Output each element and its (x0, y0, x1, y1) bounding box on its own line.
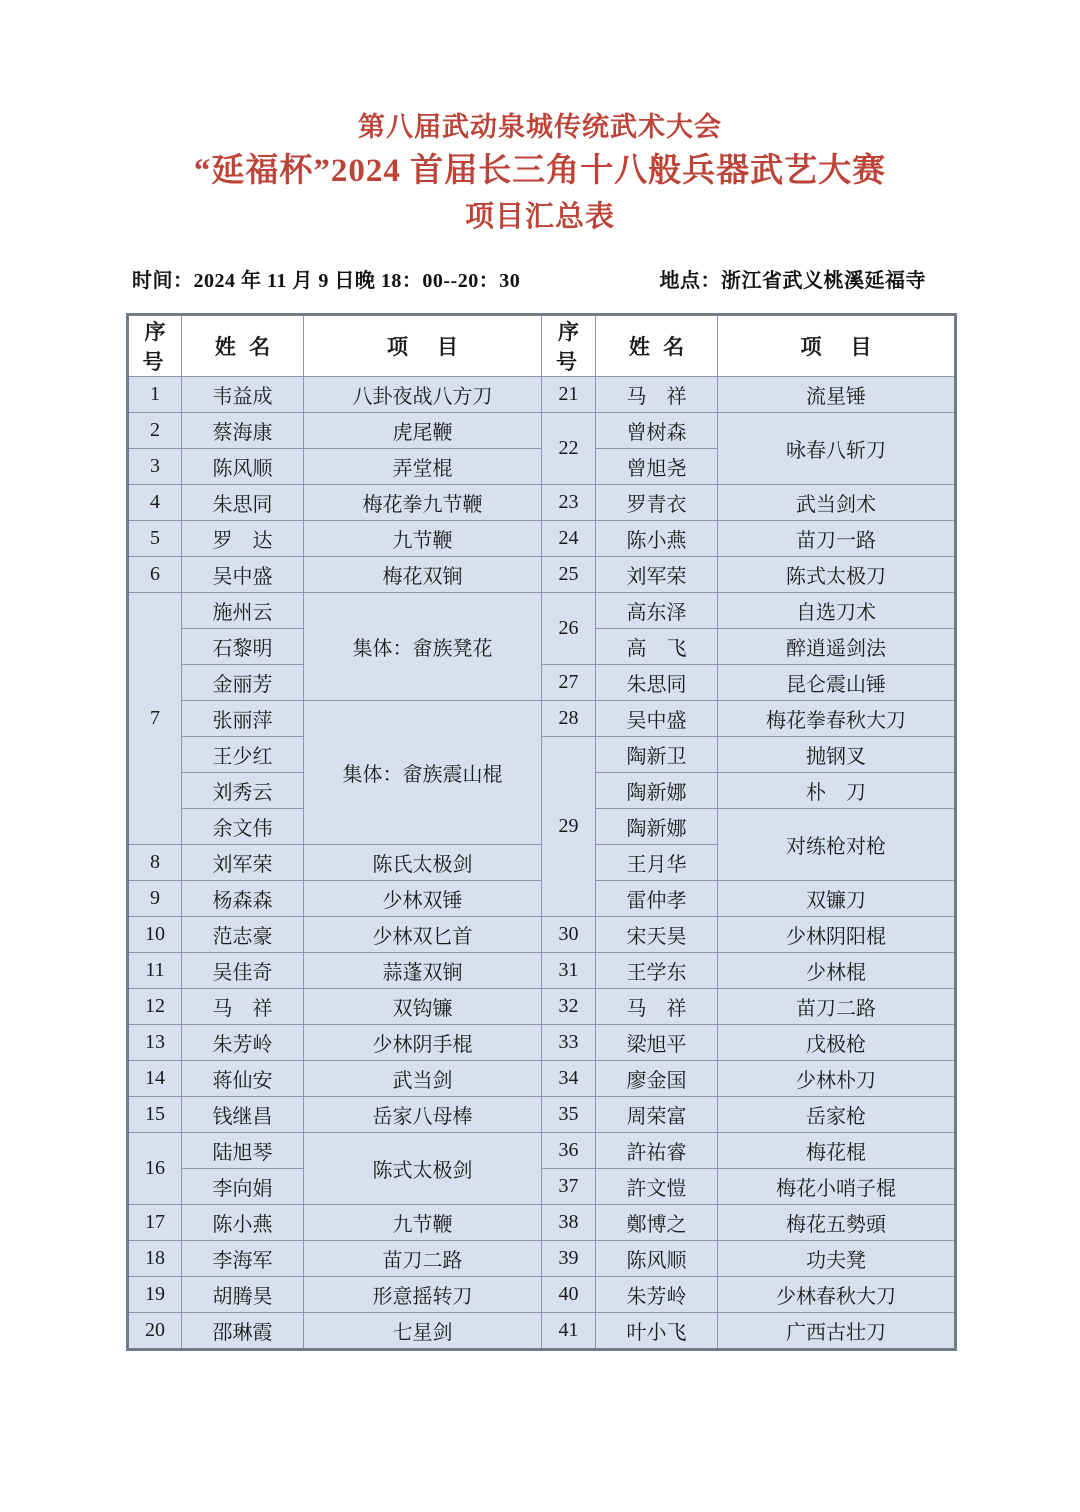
cell-name-right: 陶新卫 (596, 736, 718, 772)
cell-name-left: 韦益成 (182, 376, 304, 412)
cell-item-left: 少林双匕首 (304, 916, 542, 952)
table-row (128, 376, 956, 412)
cell-item-left: 集体：畲族凳花 (304, 592, 542, 700)
cell-no-left: 13 (128, 1024, 182, 1060)
cell-no-left: 10 (128, 916, 182, 952)
cell-item-left: 少林阴手棍 (304, 1024, 542, 1060)
cell-item-right: 对练枪对枪 (718, 808, 956, 880)
table-row (128, 1276, 956, 1312)
table-row (128, 916, 956, 952)
title-line-1: 第八届武动泉城传统武术大会 (358, 112, 722, 142)
title-line-3: 项目汇总表 (464, 200, 615, 233)
cell-name-left: 刘军荣 (182, 844, 304, 880)
meta-place-label: 地点： (659, 269, 721, 292)
cell-item-left: 双钩镰 (304, 988, 542, 1024)
cell-item-left: 梅花拳九节鞭 (304, 484, 542, 520)
cell-name-right: 高东泽 (596, 592, 718, 628)
cell-name-left: 吴中盛 (182, 556, 304, 592)
meta-spacer (520, 264, 659, 293)
cell-no-left: 12 (128, 988, 182, 1024)
table-row (128, 1204, 956, 1240)
cell-item-left: 武当剑 (304, 1060, 542, 1096)
cell-no-left: 20 (128, 1312, 182, 1349)
cell-name-right: 周荣富 (596, 1096, 718, 1132)
cell-name-left: 李向娟 (182, 1168, 304, 1204)
cell-item-left: 九节鞭 (304, 1204, 542, 1240)
table-row (128, 484, 956, 520)
header-no-left: 序号 (128, 314, 182, 376)
cell-no-left: 3 (128, 448, 182, 484)
cell-name-left: 刘秀云 (182, 772, 304, 808)
cell-item-left: 少林双锤 (304, 880, 542, 916)
cell-no-left: 9 (128, 880, 182, 916)
cell-no-right: 30 (542, 916, 596, 952)
cell-name-left: 钱继昌 (182, 1096, 304, 1132)
cell-name-right: 陈风顺 (596, 1240, 718, 1276)
cell-name-left: 邵琳霞 (182, 1312, 304, 1349)
cell-name-right: 吴中盛 (596, 700, 718, 736)
cell-name-left: 罗 达 (182, 520, 304, 556)
cell-no-right: 29 (542, 736, 596, 916)
header-item-left: 项 目 (304, 314, 542, 376)
cell-no-right: 24 (542, 520, 596, 556)
cell-no-left: 7 (128, 592, 182, 844)
cell-no-left: 14 (128, 1060, 182, 1096)
cell-no-right: 27 (542, 664, 596, 700)
cell-item-left: 九节鞭 (304, 520, 542, 556)
header-name-right: 姓 名 (596, 314, 718, 376)
table-row (128, 1168, 956, 1204)
cell-item-right: 功夫凳 (718, 1240, 956, 1276)
cell-item-left: 七星剑 (304, 1312, 542, 1349)
cell-name-right: 曾旭尧 (596, 448, 718, 484)
cell-name-left: 胡腾昊 (182, 1276, 304, 1312)
meta-place-value: 浙江省武义桃溪延福寺 (721, 269, 926, 292)
cell-no-right: 41 (542, 1312, 596, 1349)
table-body (128, 376, 956, 1349)
cell-item-right: 抛钢叉 (718, 736, 956, 772)
cell-no-right: 25 (542, 556, 596, 592)
cell-item-right: 醉逍遥剑法 (718, 628, 956, 664)
cell-name-left: 吴佳奇 (182, 952, 304, 988)
cell-name-right: 马 祥 (596, 376, 718, 412)
cell-no-right: 34 (542, 1060, 596, 1096)
cell-no-right: 37 (542, 1168, 596, 1204)
cell-name-right: 曾树森 (596, 412, 718, 448)
cell-no-right: 35 (542, 1096, 596, 1132)
cell-item-right: 自选刀术 (718, 592, 956, 628)
cell-name-right: 雷仲孝 (596, 880, 718, 916)
table-row (128, 1240, 956, 1276)
title-line-2: “延福杯”2024 首届长三角十八般兵器武艺大赛 (193, 153, 887, 190)
title-block (0, 0, 1080, 238)
cell-name-right: 王学东 (596, 952, 718, 988)
cell-name-right: 陶新娜 (596, 772, 718, 808)
cell-item-right: 苗刀一路 (718, 520, 956, 556)
table-row (128, 556, 956, 592)
cell-name-right: 陈小燕 (596, 520, 718, 556)
cell-name-right: 马 祥 (596, 988, 718, 1024)
cell-name-left: 金丽芳 (182, 664, 304, 700)
cell-no-left: 11 (128, 952, 182, 988)
cell-item-left: 弄堂棍 (304, 448, 542, 484)
cell-item-left: 岳家八母棒 (304, 1096, 542, 1132)
cell-no-left: 17 (128, 1204, 182, 1240)
cell-item-right: 少林棍 (718, 952, 956, 988)
cell-item-left: 形意摇转刀 (304, 1276, 542, 1312)
cell-no-left: 18 (128, 1240, 182, 1276)
meta-row (0, 264, 1080, 293)
cell-item-right: 少林春秋大刀 (718, 1276, 956, 1312)
cell-item-right: 少林阴阳棍 (718, 916, 956, 952)
table-row (128, 520, 956, 556)
cell-name-left: 蔡海康 (182, 412, 304, 448)
cell-item-right: 陈式太极刀 (718, 556, 956, 592)
cell-item-right: 武当剑术 (718, 484, 956, 520)
cell-name-right: 許祐睿 (596, 1132, 718, 1168)
cell-item-right: 梅花棍 (718, 1132, 956, 1168)
cell-name-left: 石黎明 (182, 628, 304, 664)
cell-name-left: 马 祥 (182, 988, 304, 1024)
cell-item-left: 苗刀二路 (304, 1240, 542, 1276)
header-no-right: 序号 (542, 314, 596, 376)
cell-no-left: 15 (128, 1096, 182, 1132)
cell-item-right: 双镰刀 (718, 880, 956, 916)
cell-name-left: 朱芳岭 (182, 1024, 304, 1060)
cell-name-right: 朱芳岭 (596, 1276, 718, 1312)
cell-item-right: 苗刀二路 (718, 988, 956, 1024)
table-row (128, 952, 956, 988)
table-row (128, 1060, 956, 1096)
cell-name-left: 范志豪 (182, 916, 304, 952)
table-row (128, 700, 956, 736)
cell-name-left: 李海军 (182, 1240, 304, 1276)
table-header-row (128, 314, 956, 376)
header-name-left: 姓 名 (182, 314, 304, 376)
cell-item-right: 岳家枪 (718, 1096, 956, 1132)
cell-item-right: 广西古壮刀 (718, 1312, 956, 1349)
cell-name-left: 陆旭琴 (182, 1132, 304, 1168)
meta-time-value: 2024 年 11 月 9 日晚 18：00--20：30 (193, 269, 521, 292)
cell-no-right: 26 (542, 592, 596, 664)
cell-name-right: 鄭博之 (596, 1204, 718, 1240)
cell-name-right: 許文愷 (596, 1168, 718, 1204)
cell-name-left: 杨森森 (182, 880, 304, 916)
cell-item-left: 集体：畲族震山棍 (304, 700, 542, 844)
cell-item-right: 梅花五勢頭 (718, 1204, 956, 1240)
cell-item-right: 戊极枪 (718, 1024, 956, 1060)
cell-no-right: 40 (542, 1276, 596, 1312)
summary-table (126, 313, 957, 1351)
table-row (128, 1132, 956, 1168)
cell-item-left: 蒜蓬双锏 (304, 952, 542, 988)
cell-no-right: 28 (542, 700, 596, 736)
cell-name-right: 宋天昊 (596, 916, 718, 952)
cell-no-right: 22 (542, 412, 596, 484)
cell-no-right: 31 (542, 952, 596, 988)
cell-name-left: 余文伟 (182, 808, 304, 844)
cell-name-right: 朱思同 (596, 664, 718, 700)
cell-name-right: 刘军荣 (596, 556, 718, 592)
table-row (128, 988, 956, 1024)
table-row (128, 736, 956, 772)
cell-name-left: 陈小燕 (182, 1204, 304, 1240)
cell-name-right: 罗青衣 (596, 484, 718, 520)
cell-no-left: 5 (128, 520, 182, 556)
cell-name-right: 陶新娜 (596, 808, 718, 844)
cell-name-right: 叶小飞 (596, 1312, 718, 1349)
cell-item-right: 梅花拳春秋大刀 (718, 700, 956, 736)
cell-name-left: 施州云 (182, 592, 304, 628)
cell-item-left: 陈氏太极剑 (304, 844, 542, 880)
cell-no-left: 1 (128, 376, 182, 412)
cell-item-left: 梅花双锏 (304, 556, 542, 592)
cell-name-left: 陈风顺 (182, 448, 304, 484)
table-row (128, 592, 956, 628)
cell-name-right: 王月华 (596, 844, 718, 880)
table-row (128, 1312, 956, 1349)
cell-name-left: 张丽萍 (182, 700, 304, 736)
cell-item-left: 陈式太极剑 (304, 1132, 542, 1204)
table-row (128, 664, 956, 700)
table-row (128, 1024, 956, 1060)
meta-time-label: 时间： (132, 269, 194, 292)
cell-name-left: 朱思同 (182, 484, 304, 520)
cell-no-right: 32 (542, 988, 596, 1024)
meta-time (132, 264, 520, 293)
cell-no-right: 21 (542, 376, 596, 412)
header-item-right: 项 目 (718, 314, 956, 376)
table-row (128, 1096, 956, 1132)
cell-no-left: 16 (128, 1132, 182, 1204)
cell-name-left: 蒋仙安 (182, 1060, 304, 1096)
cell-no-right: 33 (542, 1024, 596, 1060)
cell-item-left: 八卦夜战八方刀 (304, 376, 542, 412)
cell-item-left: 虎尾鞭 (304, 412, 542, 448)
cell-name-right: 廖金国 (596, 1060, 718, 1096)
cell-name-right: 梁旭平 (596, 1024, 718, 1060)
cell-no-left: 8 (128, 844, 182, 880)
cell-no-right: 23 (542, 484, 596, 520)
cell-no-right: 39 (542, 1240, 596, 1276)
meta-place (660, 264, 949, 293)
cell-name-left: 王少红 (182, 736, 304, 772)
table-head (128, 314, 956, 376)
cell-item-right: 朴 刀 (718, 772, 956, 808)
cell-no-right: 38 (542, 1204, 596, 1240)
cell-no-left: 4 (128, 484, 182, 520)
cell-no-left: 6 (128, 556, 182, 592)
cell-item-right: 少林朴刀 (718, 1060, 956, 1096)
table-wrapper (0, 313, 1080, 1351)
cell-item-right: 咏春八斩刀 (718, 412, 956, 484)
cell-no-left: 2 (128, 412, 182, 448)
cell-item-right: 流星锤 (718, 376, 956, 412)
cell-item-right: 昆仑震山锤 (718, 664, 956, 700)
cell-name-right: 高 飞 (596, 628, 718, 664)
cell-no-left: 19 (128, 1276, 182, 1312)
table-row (128, 412, 956, 448)
cell-no-right: 36 (542, 1132, 596, 1168)
cell-item-right: 梅花小哨子棍 (718, 1168, 956, 1204)
